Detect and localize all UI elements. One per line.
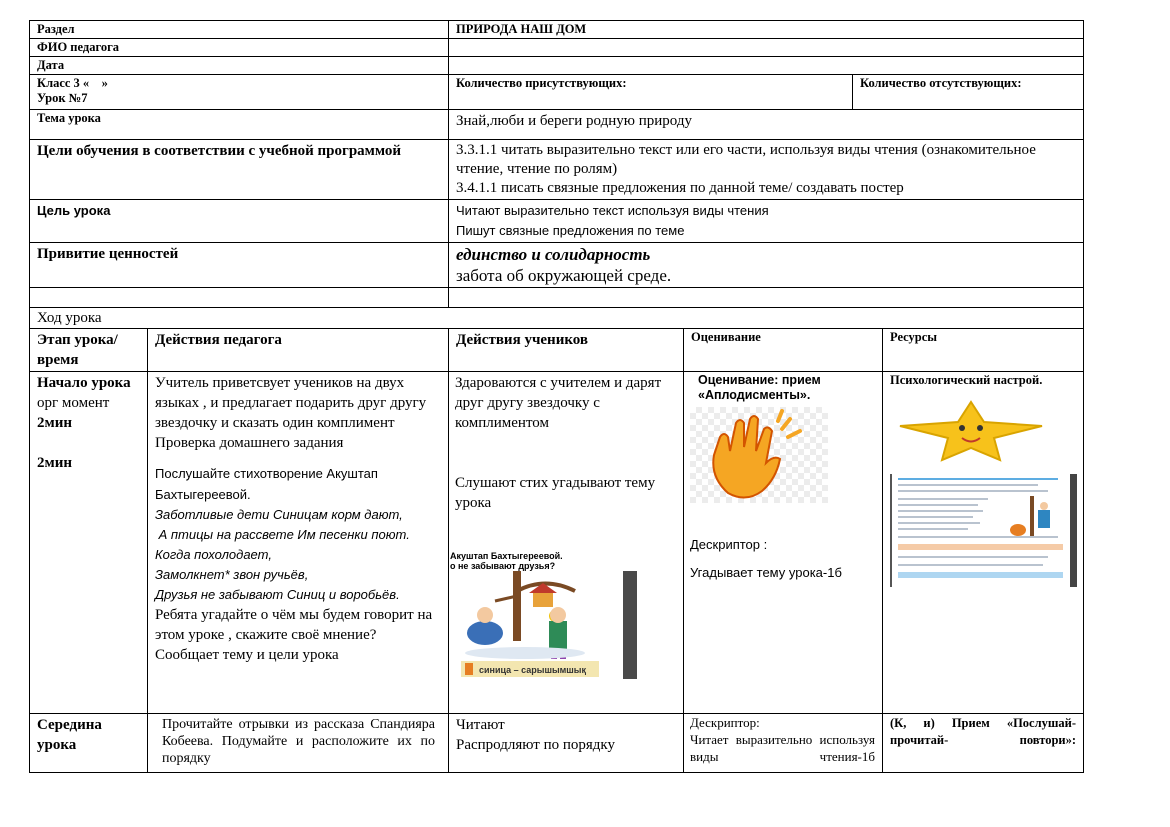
textbook-illustration bbox=[450, 551, 645, 679]
teacher-greeting: Учитель приветсвует учеников на двух языках , и предлагает подарить друг другу звездочку и сказать один комплимент bbox=[155, 375, 427, 431]
students-listen: Слушают стих угадывают тему урока bbox=[455, 475, 656, 511]
start-time-2: 2мин bbox=[37, 455, 73, 471]
section-label: Раздел bbox=[30, 21, 449, 39]
start-stage-title: Начало урока bbox=[37, 375, 131, 391]
date-value bbox=[449, 57, 1084, 75]
assessment-text: Угадывает тему урока-1б bbox=[690, 565, 842, 580]
date-label: Дата bbox=[30, 57, 449, 75]
thumbnail-picture bbox=[1004, 496, 1064, 546]
poem-line: Когда похолодает, bbox=[155, 547, 272, 562]
textbook-page-thumbnail bbox=[890, 474, 1077, 587]
smiling-star-picture bbox=[896, 400, 1046, 462]
book-label: синица – сарышымшық bbox=[479, 665, 587, 675]
middle-teacher-text: Прочитайте отрывки из рассказа Спандияра Кобеева. Подумайте и расположите их по порядку bbox=[162, 717, 435, 766]
poem-line: А птицы на рассвете Им песенки поют. bbox=[155, 527, 410, 542]
goal-line-2: 3.4.1.1 писать связные предложения по данной теме/ создавать постер bbox=[456, 180, 904, 196]
poem-line: Заботливые дети Синицам корм дают, bbox=[155, 507, 403, 522]
lesson-plan-page bbox=[29, 20, 1083, 773]
poem-line: Замолкнет* звон ручьёв, bbox=[155, 567, 309, 582]
middle-stage-title: Середина урока bbox=[30, 714, 148, 773]
teacher-name-label: ФИО педагога bbox=[30, 39, 449, 57]
poem-line: Друзья не забывают Синиц и воробьёв. bbox=[155, 587, 400, 602]
empty-cell bbox=[30, 288, 449, 308]
topic-value: Знай,люби и береги родную природу bbox=[449, 110, 1084, 140]
lesson-aim-cell bbox=[449, 200, 1084, 243]
col-teacher-header: Действия педагога bbox=[148, 329, 449, 372]
teacher-poem-intro: Послушайте стихотворение Акуштап Бахтыгереевой. bbox=[155, 466, 378, 502]
start-time-1: 2мин bbox=[37, 415, 73, 431]
col-assessment-header: Оценивание bbox=[684, 329, 883, 372]
values-line-2: забота об окружающей среде. bbox=[456, 266, 672, 285]
course-table bbox=[29, 307, 1084, 773]
col-resources-header: Ресурсы bbox=[883, 329, 1084, 372]
topic-label: Тема урока bbox=[30, 110, 449, 140]
resources-title: Психологический настрой. bbox=[890, 373, 1043, 387]
middle-resources-cell bbox=[883, 714, 1084, 773]
poem bbox=[155, 505, 441, 605]
clapping-hands-icon bbox=[690, 407, 828, 503]
start-teacher-cell bbox=[148, 372, 449, 714]
students-greeting: Здароваются с учителем и дарят друг другу звездочку с комплиментом bbox=[455, 375, 662, 431]
goals-label: Цели обучения в соответствии с учебной программой bbox=[30, 140, 449, 200]
teacher-name-value bbox=[449, 39, 1084, 57]
header-table bbox=[29, 20, 1084, 308]
teacher-question: Ребята угадайте о чём мы будем говорит на этом уроке , скажите своё мнение? bbox=[155, 607, 433, 643]
section-value: ПРИРОДА НАШ ДОМ bbox=[449, 21, 1084, 39]
absent-count-label: Количество отсутствующих: bbox=[853, 75, 1084, 110]
goal-line-1: 3.3.1.1 читать выразительно текст или его части, используя виды чтения (ознакомительное чтение, чтение по ролям) bbox=[456, 142, 1036, 177]
col-stage-header: Этап урока/время bbox=[30, 329, 148, 372]
empty-cell bbox=[449, 288, 1084, 308]
teacher-homework: Проверка домашнего задания bbox=[155, 435, 344, 451]
present-count-label: Количество присутствующих: bbox=[449, 75, 853, 110]
start-resources-cell bbox=[883, 372, 1084, 714]
class-label: Класс 3 « » bbox=[37, 76, 108, 90]
middle-students-line-1: Читают bbox=[456, 717, 505, 733]
values-cell bbox=[449, 243, 1084, 288]
col-students-header: Действия учеников bbox=[449, 329, 684, 372]
middle-assessment-text: Читает выразительно используя виды чтения-1б bbox=[690, 732, 875, 764]
start-students-cell bbox=[449, 372, 684, 714]
course-title: Ход урока bbox=[30, 308, 1084, 329]
assessment-descriptor: Дескриптор : bbox=[690, 537, 768, 552]
middle-assessment-cell bbox=[684, 714, 883, 773]
lesson-aim-line-2: Пишут связные предложения по теме bbox=[456, 223, 685, 238]
middle-assessment-label: Дескриптор: bbox=[690, 715, 760, 730]
assessment-title: Оценивание: прием «Аплодисменты». bbox=[698, 373, 821, 402]
values-line-1: единство и солидарность bbox=[456, 245, 651, 264]
goals-cell bbox=[449, 140, 1084, 200]
lesson-number: Урок №7 bbox=[37, 91, 88, 105]
lesson-aim-label: Цель урока bbox=[30, 200, 449, 243]
values-label: Привитие ценностей bbox=[30, 243, 449, 288]
middle-resources-text: (К, и) Прием «Послушай-прочитай- повтори»: bbox=[890, 716, 1077, 747]
lesson-aim-line-1: Читают выразительно текст используя виды чтения bbox=[456, 203, 769, 218]
children-feeding-birds-picture bbox=[455, 571, 645, 679]
teacher-topic: Сообщает тему и цели урока bbox=[155, 647, 339, 663]
class-cell bbox=[30, 75, 449, 110]
book-caption-2: о не забывают друзья? bbox=[450, 561, 556, 571]
start-stage-cell bbox=[30, 372, 148, 714]
start-stage-org: орг момент bbox=[37, 395, 110, 411]
middle-students-line-2: Распродляют по порядку bbox=[456, 737, 615, 753]
start-assessment-cell bbox=[684, 372, 883, 714]
middle-teacher-cell bbox=[148, 714, 449, 773]
middle-students-cell bbox=[449, 714, 684, 773]
book-caption-1: Акуштап Бахтыгереевой. bbox=[450, 551, 563, 561]
